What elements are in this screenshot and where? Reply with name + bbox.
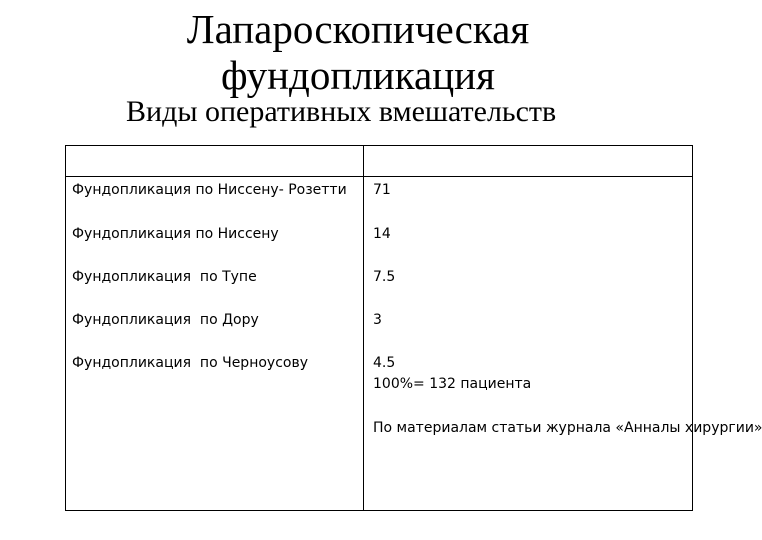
slide-title-line-1: Лапароскопическая	[186, 6, 530, 52]
table-column-divider	[363, 146, 364, 510]
table-row-2-operation: Фундопликация по Ниссену	[72, 226, 279, 242]
table-row-1-operation: Фундопликация по Ниссену- Розетти	[72, 182, 347, 198]
table-row-3-operation: Фундопликация по Тупе	[72, 269, 257, 285]
table-total: 100%= 132 пациента	[373, 376, 532, 392]
table-row-4-value: 3	[373, 312, 382, 328]
table-header-divider	[66, 176, 692, 177]
table-row-3-value: 7.5	[373, 269, 396, 285]
table-source-note: По материалам статьи журнала «Анналы хирургии»	[373, 420, 762, 436]
table-row-2-value: 14	[373, 226, 391, 242]
table-row-1-value: 71	[373, 182, 391, 198]
slide-title-line-2: фундопликация	[221, 52, 495, 98]
table-row-5-operation: Фундопликация по Черноусову	[72, 355, 308, 371]
table-row-4-operation: Фундопликация по Дору	[72, 312, 259, 328]
table-row-5-value: 4.5	[373, 355, 396, 371]
slide-subtitle: Виды оперативных вмешательств	[126, 95, 557, 128]
